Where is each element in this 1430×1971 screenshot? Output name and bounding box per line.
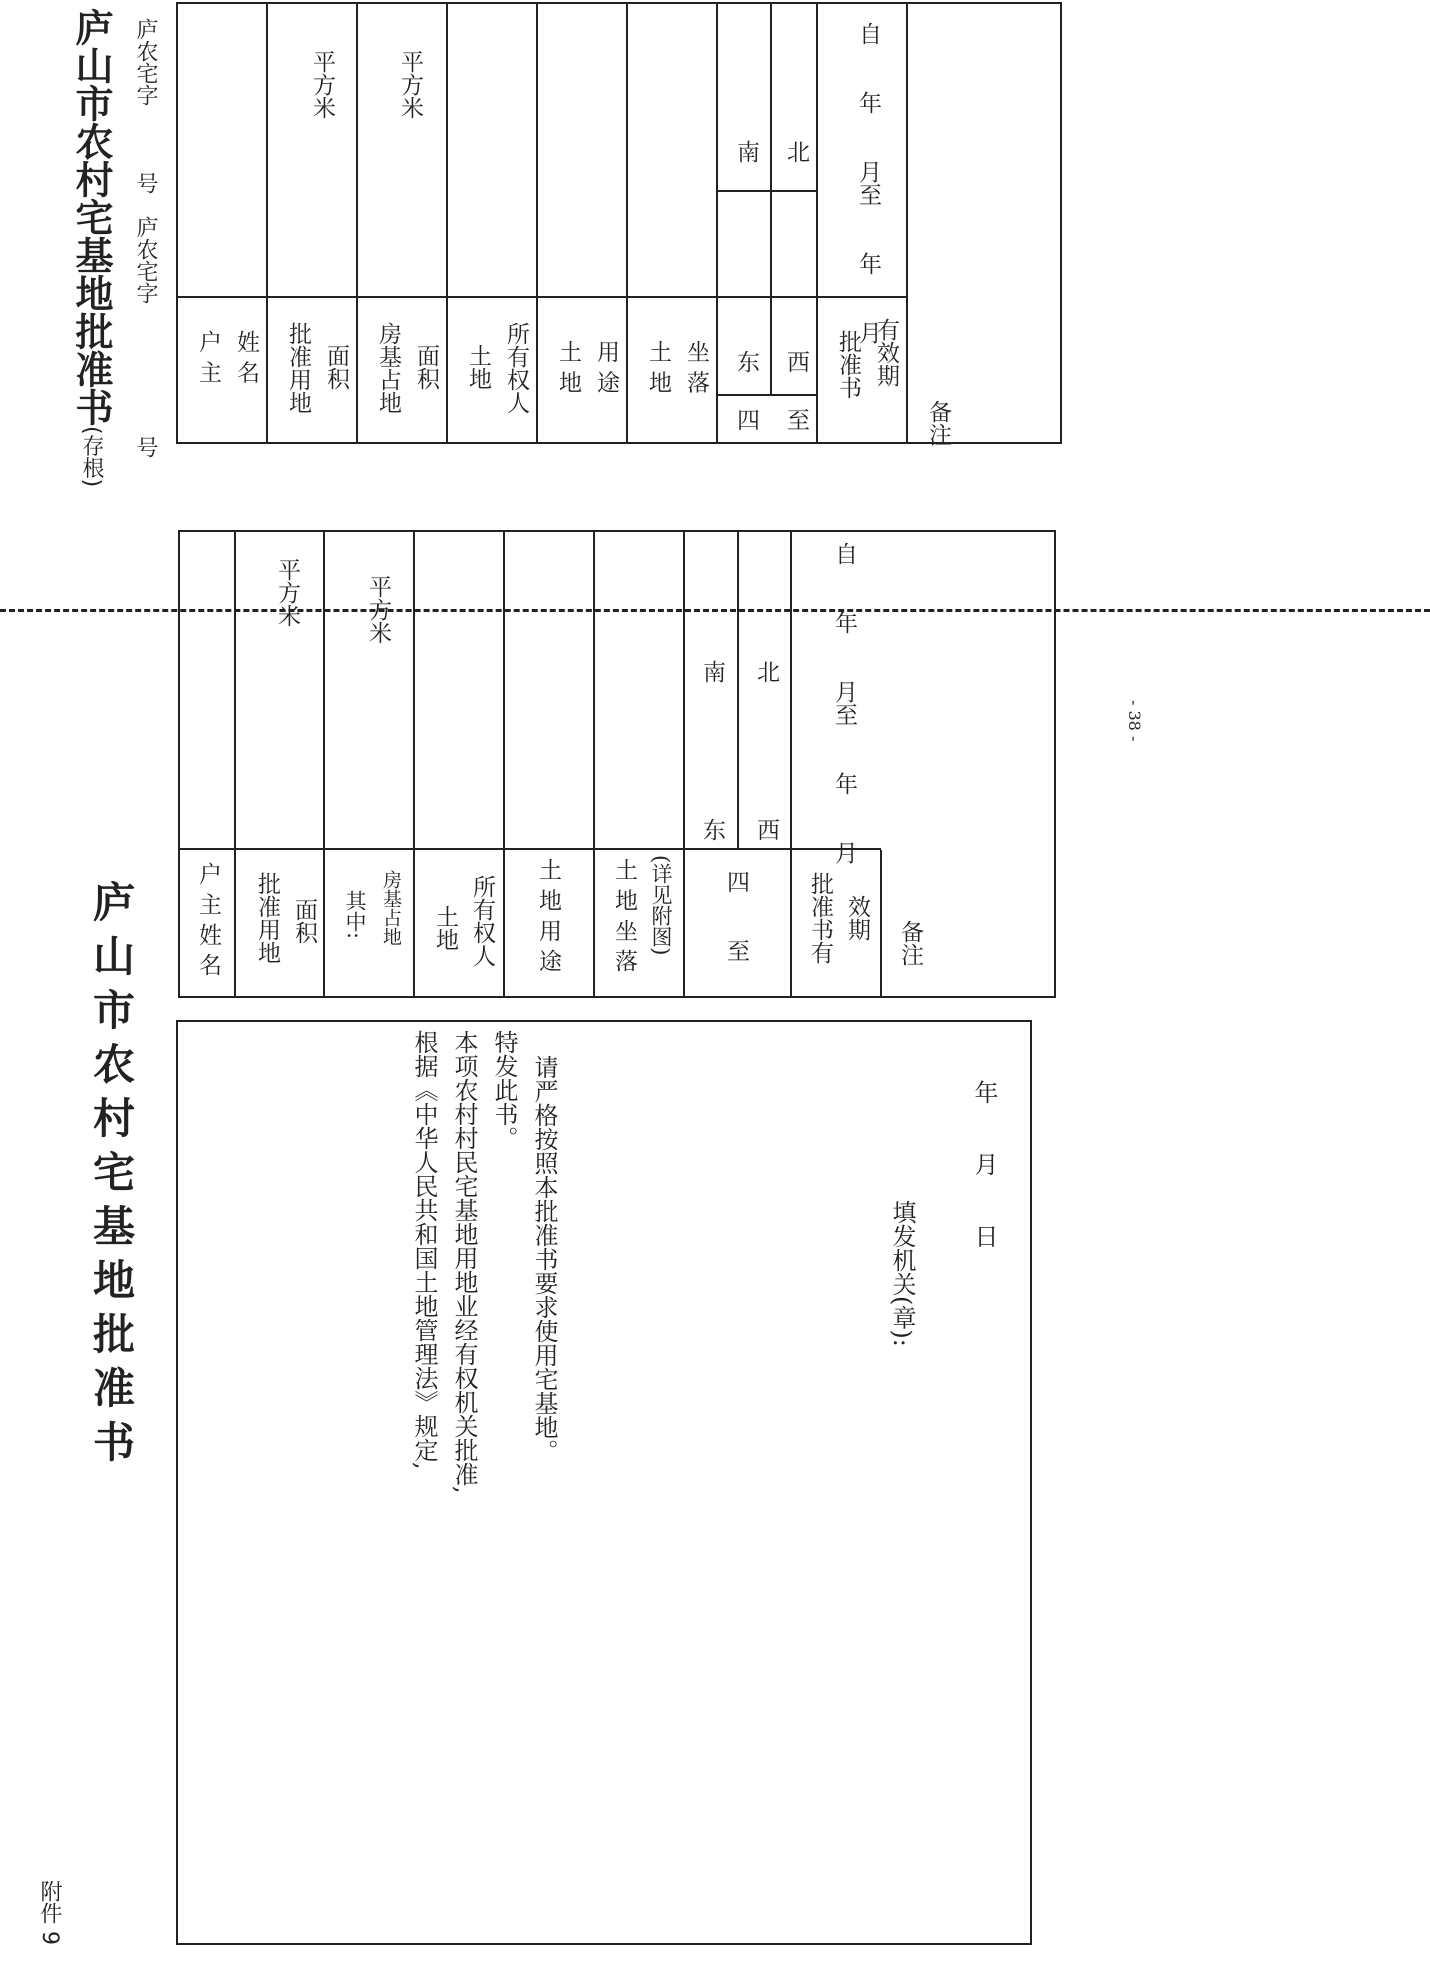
stub-label-building-2: 面积 [413, 344, 439, 390]
label-location-2: (详见附图) [649, 855, 673, 956]
label-four-sides: 四 至 [723, 870, 749, 962]
stub-label-land-use-1: 土 地 [555, 340, 581, 394]
stub-label-four-1: 四 [733, 408, 759, 431]
stub-dir-south: 南 [733, 140, 759, 163]
stub-label-owner-2: 姓 名 [233, 330, 259, 384]
cert-date: 年 月 日 [970, 1080, 998, 1248]
dir-south: 南 [699, 660, 725, 683]
stub-validity-range: 自 年 月至 年 月 [855, 22, 881, 344]
main-title: 庐山市农村宅基地批准书 [87, 880, 136, 1474]
stub-approved-unit: 平方米 [309, 50, 335, 119]
stub-label-land-owner-2: 所有权人 [503, 322, 529, 414]
stub-dir-east: 东 [733, 350, 759, 373]
building-area-unit: 平方米 [365, 575, 391, 644]
cert-para1-line1: 根据《中华人民共和国土地管理法》规定, [410, 1030, 438, 1470]
cert-para1-line2: 本项农村村民宅基地用地业经有权机关批准, [450, 1030, 478, 1494]
stub-title-text: 庐山市农村宅基地批准书 [69, 8, 113, 426]
stub-label-approved-1: 批准用地 [285, 322, 311, 414]
dir-east: 东 [699, 818, 725, 841]
stub-label-location-1: 土 地 [645, 340, 671, 394]
label-owner-name: 户 主 姓 名 [195, 862, 221, 976]
stub-label-four-2: 至 [783, 408, 809, 431]
attachment-label: 附件 9 [37, 1880, 62, 1945]
label-validity-2: 效期 [844, 895, 870, 941]
certificate-box [176, 1020, 1032, 1945]
label-location-1: 土 地 坐 落 [611, 858, 637, 972]
label-land-owner-1: 土地 [432, 905, 458, 951]
stub-label-validity-1: 批准书 [835, 330, 861, 399]
stub-label-location-2: 坐 落 [683, 340, 709, 394]
label-approved-area-2: 面积 [291, 898, 317, 944]
label-building-area-1: 其中: [343, 890, 367, 940]
approved-area-unit: 平方米 [274, 558, 300, 627]
label-building-area-2: 房基占地 [380, 870, 402, 946]
label-land-owner-2: 所有权人 [469, 875, 495, 967]
validity-range: 自 年 月至 年 月 [831, 542, 857, 864]
cut-line [0, 609, 1430, 612]
label-land-use: 土 地 用 途 [535, 858, 561, 972]
dir-north: 北 [753, 660, 779, 683]
label-remarks: 备注 [897, 920, 923, 966]
cert-issuer: 填发机关(章): [888, 1200, 916, 1347]
stub-building-unit: 平方米 [397, 50, 423, 119]
stub-label-land-use-2: 用 途 [593, 340, 619, 394]
label-validity-1: 批准书有 [807, 872, 833, 964]
page-number: - 38 - [1125, 700, 1144, 742]
stub-label-remarks: 备注 [925, 400, 951, 446]
stub-label-approved-2: 面积 [323, 344, 349, 390]
cert-para1-line3: 特发此书。 [490, 1030, 518, 1150]
stub-title [69, 8, 113, 488]
stub-title-suffix: (存根) [79, 426, 104, 488]
dir-west: 西 [753, 818, 779, 841]
stub-label-owner-1: 户 主 [195, 330, 221, 384]
stub-label-validity-2: 有效期 [873, 318, 899, 387]
label-approved-area-1: 批准用地 [254, 872, 280, 964]
stub-number-line: 庐农宅字 号 庐农宅字 号 [133, 18, 158, 458]
cert-para2: 请严格按照本批准书要求使用宅基地。 [530, 1055, 558, 1463]
stub-label-building-1: 房基占地 [375, 322, 401, 414]
stub-dir-west: 西 [783, 350, 809, 373]
stub-label-land-owner-1: 土地 [465, 344, 491, 390]
stub-dir-north: 北 [783, 140, 809, 163]
